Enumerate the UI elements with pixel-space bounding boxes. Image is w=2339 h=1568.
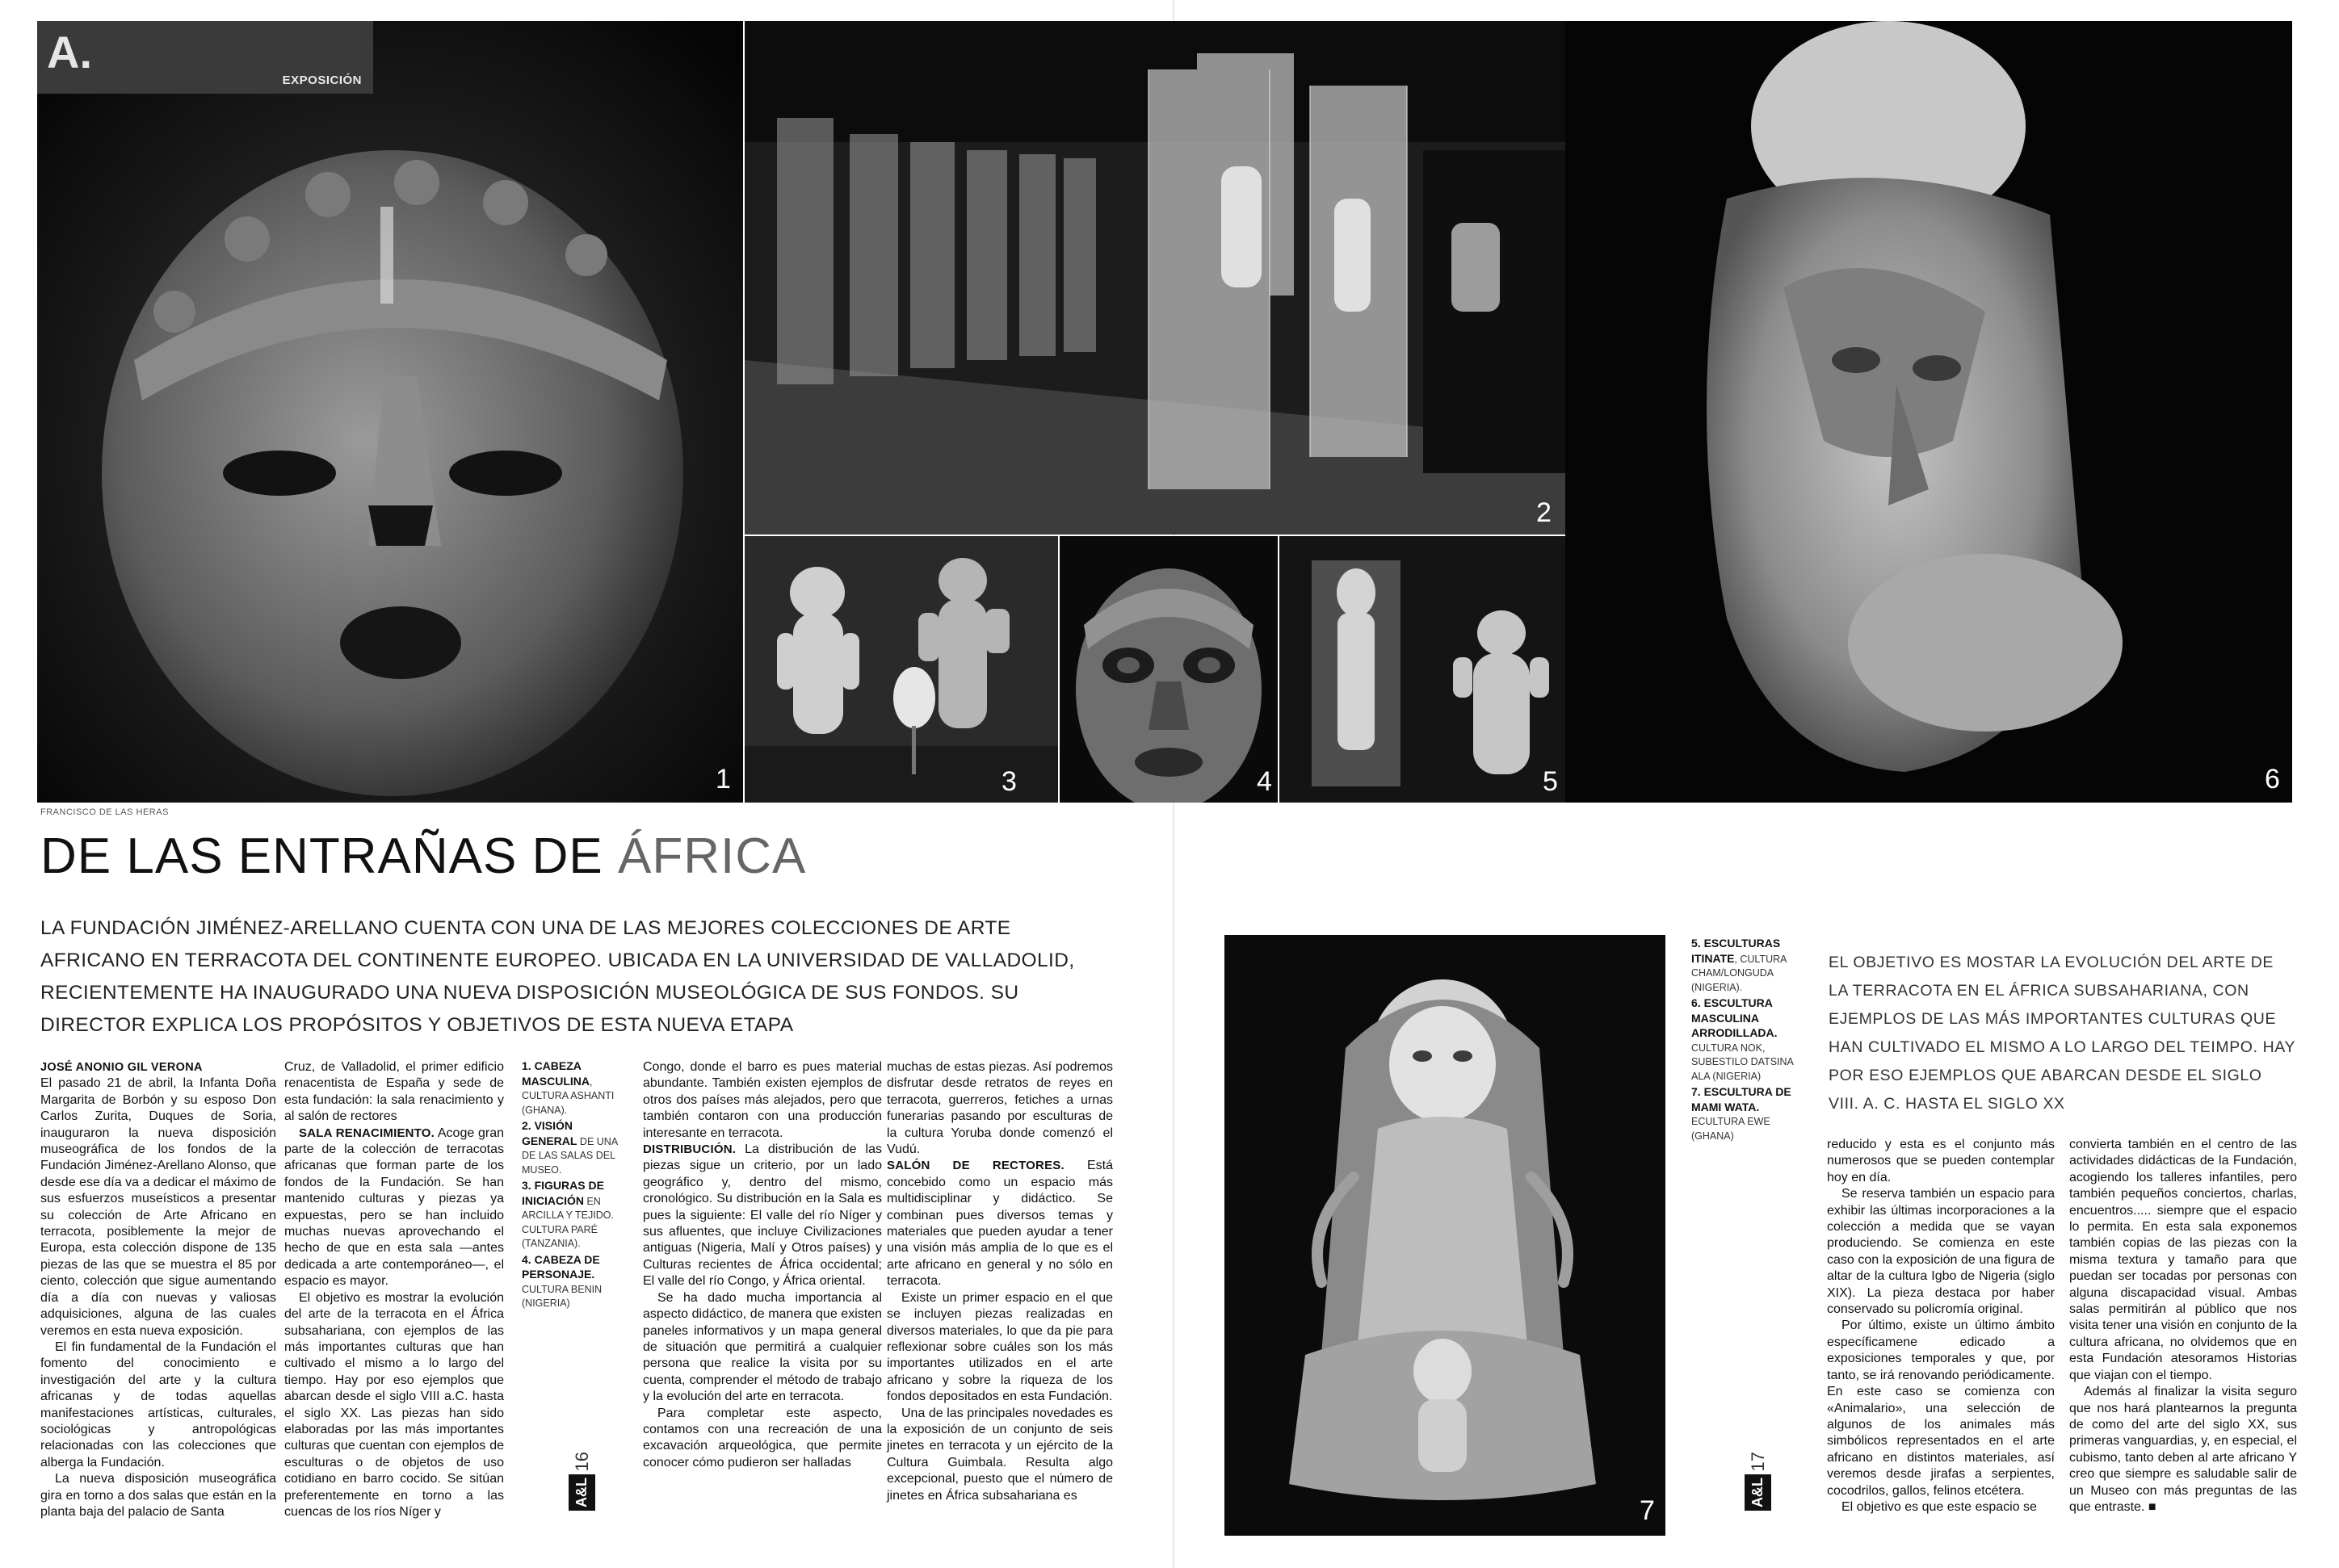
col4-paragraph-4: Una de las principales novedades es la exposición de un conjunto de seis jinetes en terracota y un ejército de la Cultura Guimbala. Resulta algo excepcional, puesto que el número de jinetes en África subsahariana es: [887, 1406, 1113, 1503]
caption-7-body: ECULTURA EWE (GHANA): [1691, 1116, 1770, 1142]
caption-3-title: 3. FIGURAS DE INICIACIÓN: [522, 1179, 604, 1207]
caption-7-title: 7. ESCULTURA DE MAMI WATA.: [1691, 1085, 1791, 1113]
body-column-4: [887, 1059, 1113, 1504]
photo-number-4: 4: [1257, 766, 1273, 797]
publication-logo-right: A&L: [1745, 1474, 1771, 1511]
photo-number-5: 5: [1543, 766, 1559, 797]
photo-6-kneeling-figure: [1565, 21, 2292, 803]
folio-left: [569, 1452, 595, 1511]
page-number-right: 17: [1747, 1452, 1768, 1472]
col4-paragraph-2: Está concebido como un espacio más multidisciplinar y didáctico. Se combinan pues diversos temas y materiales que pueden ayudar a tener una visión más amplia de lo que es el arte africano en general y no sólo en terracota.: [887, 1159, 1113, 1289]
caption-6-title: 6. ESCULTURA MASCULINA ARRODILLADA.: [1691, 996, 1778, 1039]
body-column-3: [643, 1059, 882, 1471]
caption-6-body: CULTURA NOK, SUBESTILO DATSINA ALA (NIGERIA): [1691, 1042, 1794, 1082]
subhead-sala-renacimiento: SALA RENACIMIENTO.: [299, 1126, 435, 1140]
photo-number-6: 6: [2265, 764, 2281, 794]
caption-1-body: , CULTURA ASHANTI (GHANA).: [522, 1075, 615, 1116]
photo-number-7: 7: [1640, 1495, 1656, 1526]
section-tag: [37, 21, 373, 94]
caption-5-title: 5. ESCULTURAS ITINATE: [1691, 937, 1781, 965]
col3-paragraph-1: Congo, donde el barro es pues material abundante. También existen ejemplos de otros dos países más alejados, pero que también contaron con una producción interesante en terracota.: [643, 1060, 882, 1140]
col4-paragraph-3: Existe un primer espacio en el que se incluyen piezas realizadas en diversos materiales, lo que da pie para reflexionar sobre cuáles son los más importantes utilizados en el arte africano y sobre la riqueza de los fondos depositados en esta Fundación.: [887, 1290, 1113, 1404]
col2-paragraph-1: Cruz, de Valladolid, el primer edificio renacentista de España y sede de esta fundación: la sala renacimiento y al salón de rectores: [284, 1060, 504, 1124]
subhead-salon-de-rectores: SALÓN DE RECTORES.: [887, 1159, 1065, 1173]
col6-paragraph-2: Además al finalizar la visita seguro que nos hará plantearnos la pregunta de como del arte del siglo XX, sus primeras vanguardias, y, en especial, el cubismo, tanto deben al arte africano Y creo que siempre es saludable salir de un Museo con más preguntas de las que entraste. ■: [2069, 1385, 2297, 1514]
caption-1-title: 1. CABEZA MASCULINA: [522, 1059, 590, 1088]
caption-5-body: , CULTURA CHAM/LONGUDA (NIGERIA).: [1691, 953, 1787, 993]
col2-paragraph-2: Acoge gran parte de la colección de terracotas africanas que forman parte de los fondos de la Fundación. Se han mantenido culturas y piezas ya expuestas, pero se han incluido muchas nuevas aprovechando el hecho de que en esta sala —antes dedicada a arte contemporáneo—, el espacio es mayor.: [284, 1126, 504, 1289]
body-column-2: [284, 1059, 504, 1520]
caption-6: [1691, 996, 1796, 1084]
caption-2-title: 2. VISIÓN GENERAL: [522, 1119, 577, 1147]
col6-paragraph-1: convierta también en el centro de las actividades didácticas de la Fundación, acogiendo los talleres infantiles, pero también pequeños conciertos, charlas, encuentros..... siempre que el espacio lo permita. En esta sala exponemos también copias de las piezas con la misma textura y tamaño para que puedan ser tocadas por personas con alguna discapacidad visual. Ambas salas permitirán al público que nos visita tener una visión en conjunto de la cultura africana, no olvidemos que en esta Fundación atesoramos Historias que viajan con el tiempo.: [2069, 1138, 2297, 1382]
photo-number-2: 2: [1536, 497, 1552, 528]
col5-paragraph-4: El objetivo es que este espacio se: [1841, 1499, 2037, 1514]
col3-paragraph-2: La distribución de las piezas sigue un criterio, por un lado geográfico y, dentro del mismo, cronológico. Su distribución en la Sala es pues la siguiente: El valle del río Níger y sus afluentes, que incluye Civilizaciones antiguas (Nigeria, Malí y Otros países) y Culturas recientes de África occidental; El valle del río Congo, y África oriental.: [643, 1142, 882, 1289]
caption-2-body: DE UNA DE LAS SALAS DEL MUSEO.: [522, 1135, 618, 1176]
photo-number-1: 1: [716, 764, 732, 794]
caption-1: [522, 1059, 619, 1117]
photo-5-itinate-sculptures: [1279, 536, 1565, 803]
headline: [40, 828, 806, 885]
photo-number-3: 3: [1002, 766, 1018, 797]
col1-paragraph-2: El fin fundamental de la Fundación el fomento del conocimiento e investigación del arte y la cultura africanas y de todas aquellas manifestaciones artísticas, culturales, sociológicas y antropológicas relacionadas con las colecciones que alberga la Fundación.: [40, 1340, 276, 1469]
col3-paragraph-4: Para completar este aspecto, contamos con una recreación de una excavación arqueológica, que permite conocer cómo pudieron ser halladas: [643, 1406, 882, 1469]
section-letter: A.: [47, 27, 92, 78]
folio-right: [1745, 1452, 1771, 1511]
col5-paragraph-3: Por último, existe un último ámbito específicamene edicado a exposiciones temporales y que, por tanto, se irá renovando periódicamente. En este caso se comienza con «Animalario», una selección de algunos de los animales más simbólicos representados en el arte africano en distintos materiales, así veremos desde jirafas a serpientes, cocodrilos, gallos, felinos etcétera.: [1827, 1319, 2055, 1498]
caption-5: [1691, 937, 1796, 995]
body-column-6: [2069, 1137, 2297, 1516]
photo-4-benin-head: [1060, 536, 1278, 803]
byline: JOSÉ ANONIO GIL VERONA: [40, 1061, 203, 1074]
caption-3: [522, 1179, 619, 1251]
pull-quote: EL OBJETIVO ES MOSTAR LA EVOLUCIÓN DEL ARTE DE LA TERRACOTA EN EL ÁFRICA SUBSAHARIANA, CON EJEMPLOS DE LAS MÁS IMPORTANTES CULTURAS QUE HAN CULTIVADO EL MISMO A LO LARGO DEL TEIMPO. HAY POR ESO EJEMPLOS QUE ABARCAN DESDE EL SIGLO VIII. A. C. HASTA EL SIGLO XX: [1829, 954, 2295, 1113]
caption-4-body: CULTURA BENIN (NIGERIA): [522, 1283, 603, 1309]
col2-paragraph-3: El objetivo es mostrar la evolución del arte de la terracota en el África subsahariana, con ejemplos de las más importantes culturas que han cultivado el mismo a lo largo del tiempo. Hay por eso ejemplos que abarcan desde el siglo VIII a.C. hasta el siglo XX. Las piezas han sido elaboradas por las más importantes culturas que cuentan con ejemplos de esculturas o de objetos de uso cotidiano en barro cocido. Se sitúan preferentemente en torno a las cuencas de los ríos Níger y: [284, 1290, 504, 1519]
photo-credit: FRANCISCO DE LAS HERAS: [40, 807, 169, 817]
photo-7-mami-wata: [1224, 935, 1665, 1536]
caption-2: [522, 1119, 619, 1177]
col1-paragraph-3: La nueva disposición museográfica gira en torno a dos salas que están en la planta baja del palacio de Santa: [40, 1472, 276, 1519]
body-column-5: [1827, 1137, 2055, 1516]
col3-paragraph-3: Se ha dado mucha importancia al aspecto didáctico, de manera que existen paneles informativos y un mapa general de situación que permitirá a cualquier persona que realice la visita por su cuenta, comprender el método de trabajo y la evolución del arte en terracota.: [643, 1290, 882, 1404]
publication-logo-left: A&L: [569, 1474, 595, 1511]
deck-subheading: LA FUNDACIÓN JIMÉNEZ-ARELLANO CUENTA CON UNA DE LAS MEJORES COLECCIONES DE ARTE AFRICANO EN TERRACOTA DEL CONTINENTE EUROPEO. UBICADA EN LA UNIVERSIDAD DE VALLADOLID, RECIENTEMENTE HA INAUGURADO UNA NUEVA DISPOSICIÓN MUSEOLÓGICA DE SUS FONDOS. SU DIRECTOR EXPLICA LOS PROPÓSITOS Y OBJETIVOS DE ESTA NUEVA ETAPA: [40, 917, 1075, 1036]
col5-paragraph-1: reducido y esta es el conjunto más numerosos que se pueden contemplar hoy en día.: [1827, 1138, 2055, 1184]
caption-4: [522, 1253, 619, 1311]
body-column-1: [40, 1059, 276, 1520]
col1-paragraph-1: El pasado 21 de abril, la Infanta Doña Margarita de Borbón y su esposo Don Carlos Zurita, Duques de Soria, inauguraron la nueva disposición museográfica de los fondos de la Fundación Jiménez-Arellano Alonso, que desde ese día va a dedicar el máximo de sus esfuerzos museísticos a presentar su colección de Arte Africano en terracota, posiblemente la mejor de Europa, esta colección dispone de 135 piezas de las que se muestra el 85 por ciento, colección que sigue aumentando día a día con nuevas y valiosas adquisiciones, alguna de las cuales veremos en esta nueva exposición.: [40, 1076, 276, 1338]
caption-3-body: EN ARCILLA Y TEJIDO. CULTURA PARÉ (TANZANIA).: [522, 1195, 614, 1249]
page-number-left: 16: [571, 1452, 592, 1472]
col5-paragraph-2: Se reserva también un espacio para exhibir las últimas incorporaciones a la colección a medida que se vayan produciendo. Se comienza en este caso con la exposición de una figura de altar de la cultura Igbo de Nigeria (siglo XIX). La pieza destaca por haber conservado su policromía original.: [1827, 1187, 2055, 1317]
subhead-distribucion: DISTRIBUCIÓN.: [643, 1142, 737, 1157]
caption-7: [1691, 1085, 1796, 1143]
col4-paragraph-1: muchas de estas piezas. Así podremos disfrutar desde retratos de reyes en terracota, guerreros, fetiches a urnas funerarias pasando por esculturas de la cultura Yoruba donde comenzó el Vudú.: [887, 1060, 1113, 1157]
captions-left: [522, 1059, 619, 1313]
photo-3-initiation-figures: [745, 536, 1058, 803]
section-label: EXPOSICIÓN: [282, 73, 362, 87]
caption-4-title: 4. CABEZA DE PERSONAJE.: [522, 1252, 600, 1281]
headline-accent: ÁFRICA: [617, 828, 807, 884]
headline-main: DE LAS ENTRAÑAS DE: [40, 828, 603, 884]
photo-2-museum-room: [745, 21, 1565, 535]
photo-1-terracotta-head: [37, 21, 743, 803]
captions-right: [1691, 937, 1796, 1145]
